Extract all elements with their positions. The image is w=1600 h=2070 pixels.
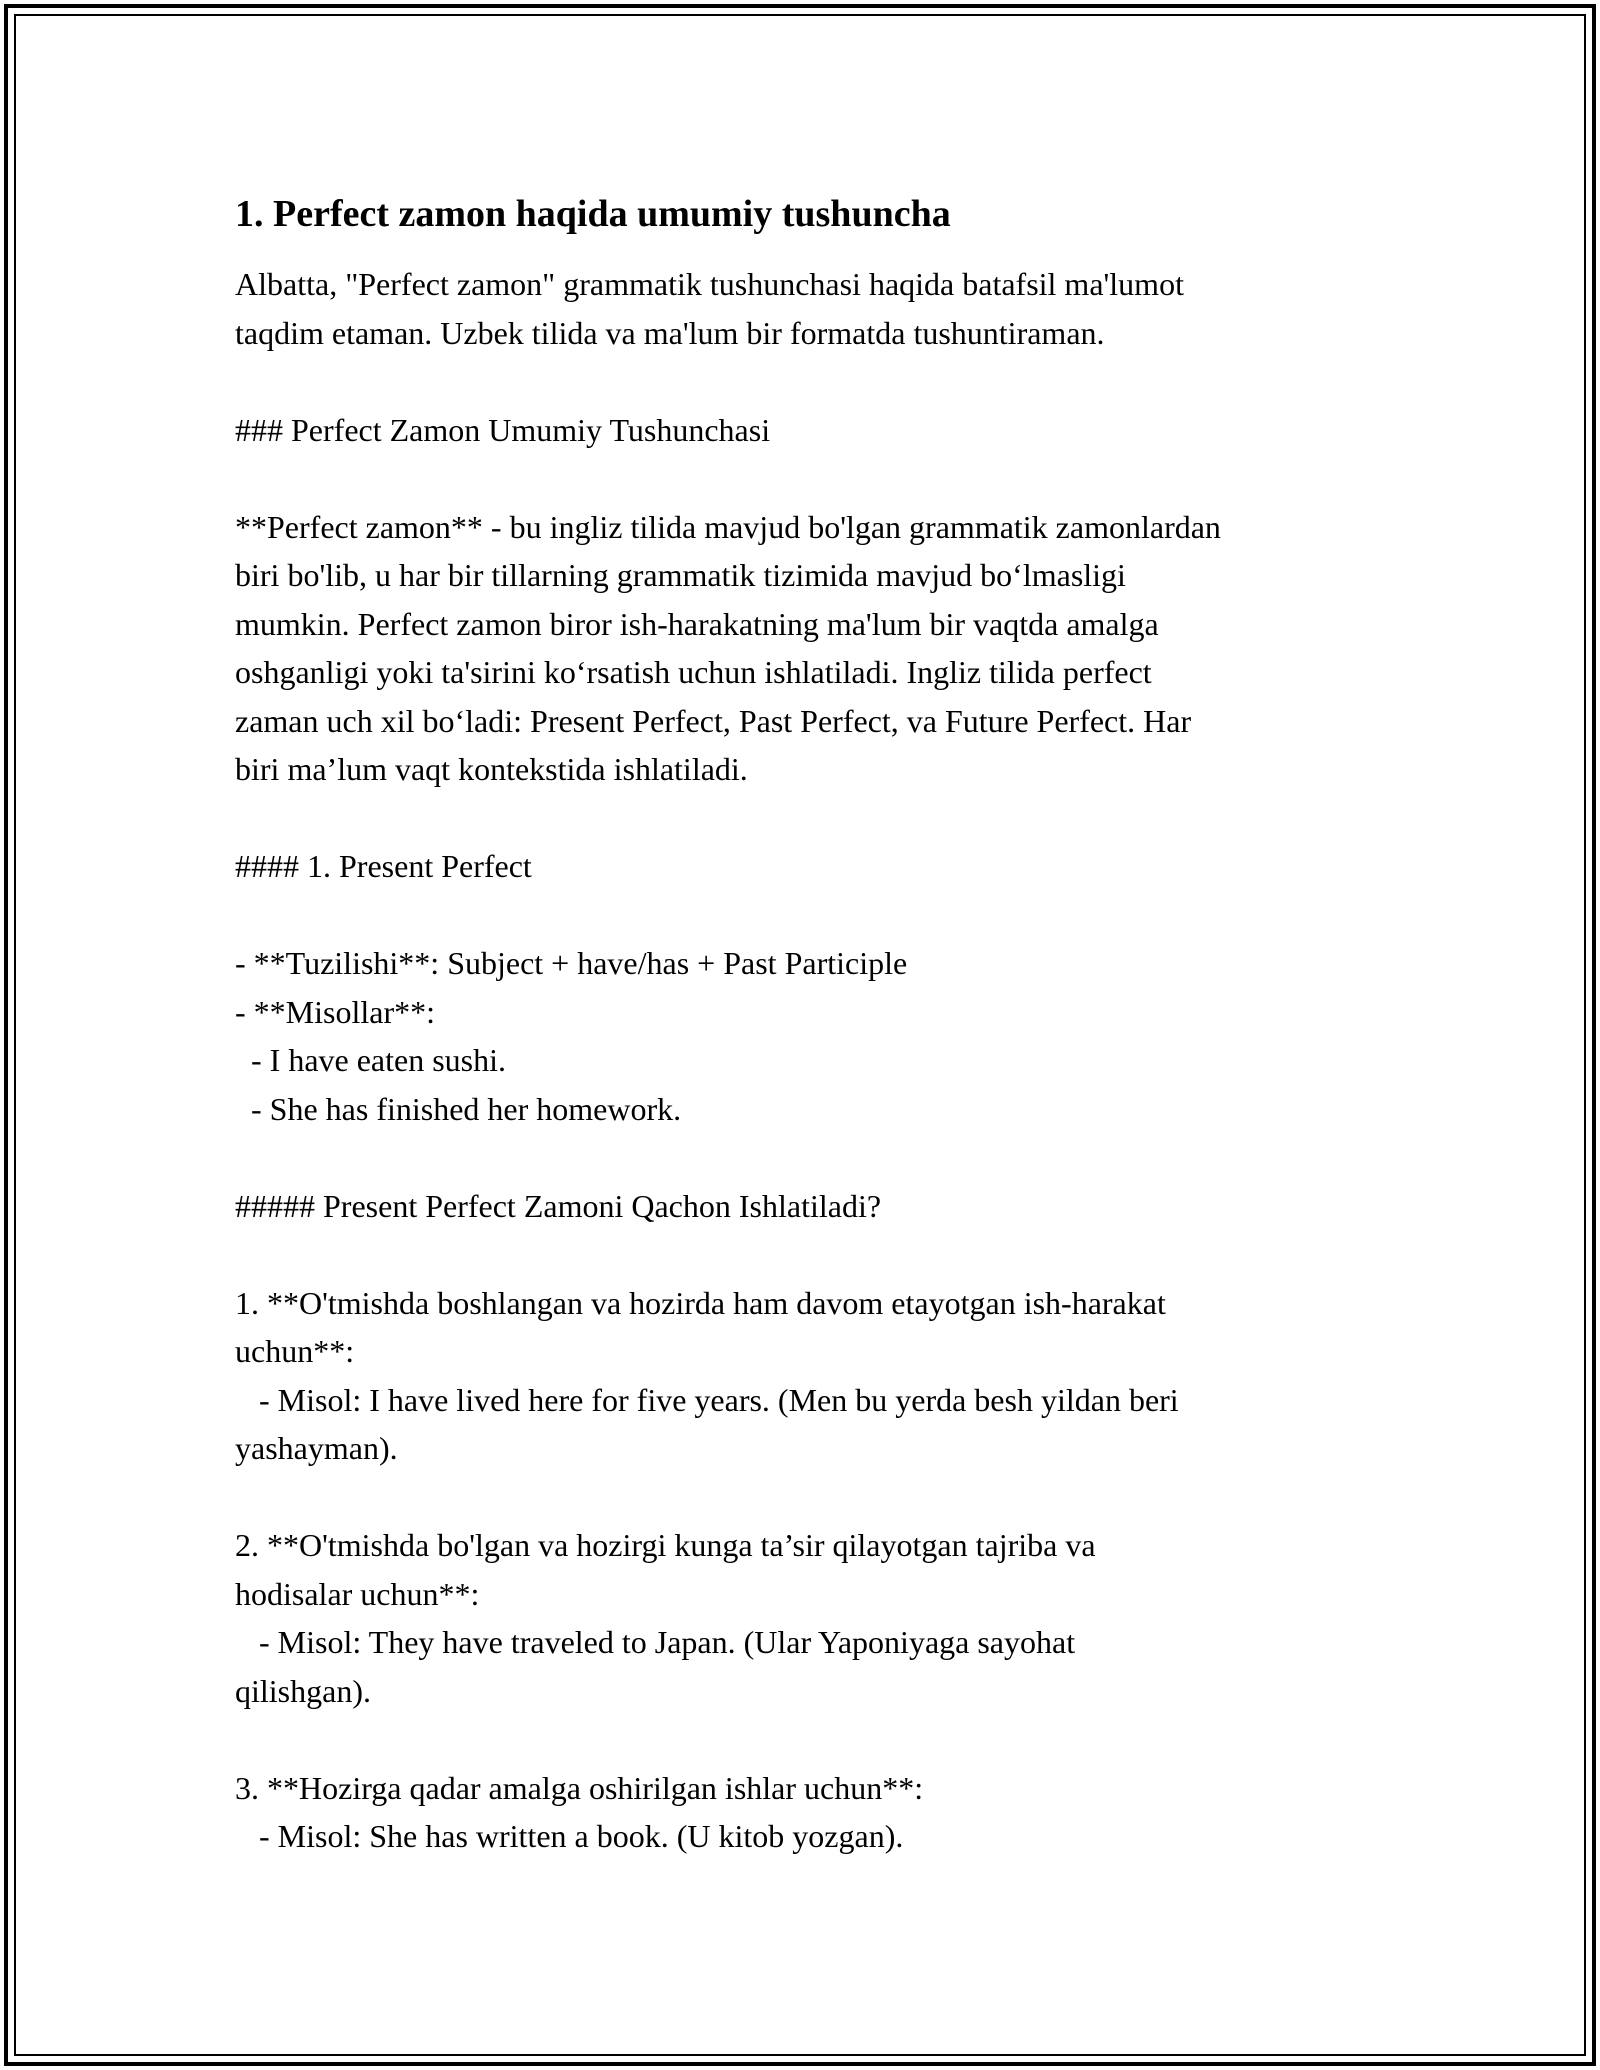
document-body — [235, 260, 1375, 1861]
text-line — [235, 1473, 1375, 1522]
text-line: Albatta, "Perfect zamon" grammatik tushunchasi haqida batafsil ma'lumot — [235, 266, 1184, 302]
text-line — [235, 1230, 1375, 1279]
text-line: - Misol: She has written a book. (U kitob yozgan). — [235, 1818, 904, 1854]
text-line — [235, 1715, 1375, 1764]
text-line: biri ma’lum vaqt kontekstida ishlatiladi. — [235, 751, 748, 787]
text-line: - **Tuzilishi**: Subject + have/has + Past Participle — [235, 945, 908, 981]
document-title: 1. Perfect zamon haqida umumiy tushuncha — [235, 193, 951, 235]
text-line: - Misol: I have lived here for five years. (Men bu yerda besh yildan beri — [235, 1381, 1179, 1418]
text-line: - I have eaten sushi. — [235, 1042, 507, 1078]
text-line: mumkin. Perfect zamon biror ish-harakatning ma'lum bir vaqtda amalga — [235, 605, 1159, 642]
text-line: yashayman). — [235, 1430, 398, 1466]
text-line: **Perfect zamon** - bu ingliz tilida mavjud bo'lgan grammatik zamonlardan — [235, 508, 1221, 545]
text-line: taqdim etaman. Uzbek tilida va ma'lum bir formatda tushuntiraman. — [235, 314, 1105, 351]
text-line — [235, 794, 1375, 843]
text-line: #### 1. Present Perfect — [235, 848, 532, 884]
text-line — [235, 1133, 1375, 1182]
text-line: biri bo'lib, u har bir tillarning grammatik tizimida mavjud bo‘lmasligi — [235, 557, 1126, 593]
text-line — [235, 454, 1375, 503]
text-line: - **Misollar**: — [235, 993, 435, 1030]
text-line — [235, 357, 1375, 406]
text-line: 2. **O'tmishda bo'lgan va hozirgi kunga ta’sir qilayotgan tajriba va — [235, 1527, 1096, 1563]
text-line — [235, 891, 1375, 940]
text-line: 3. **Hozirga qadar amalga oshirilgan ishlar uchun**: — [235, 1769, 924, 1806]
text-line: uchun**: — [235, 1333, 355, 1369]
text-line: ### Perfect Zamon Umumiy Tushunchasi — [235, 411, 771, 448]
text-line: zaman uch xil bo‘ladi: Present Perfect, Past Perfect, va Future Perfect. Har — [235, 702, 1192, 739]
text-line: - Misol: They have traveled to Japan. (Ular Yaponiyaga sayohat — [235, 1624, 1076, 1660]
text-line: oshganligi yoki ta'sirini ko‘rsatish uchun ishlatiladi. Ingliz tilida perfect — [235, 654, 1152, 690]
text-line: qilishgan). — [235, 1672, 371, 1709]
text-line: hodisalar uchun**: — [235, 1575, 480, 1612]
text-line: 1. **O'tmishda boshlangan va hozirda ham davom etayotgan ish-harakat — [235, 1284, 1166, 1321]
text-line: - She has finished her homework. — [235, 1090, 682, 1127]
document-page — [235, 188, 1375, 1861]
text-line: ##### Present Perfect Zamoni Qachon Ishlatiladi? — [235, 1187, 882, 1224]
